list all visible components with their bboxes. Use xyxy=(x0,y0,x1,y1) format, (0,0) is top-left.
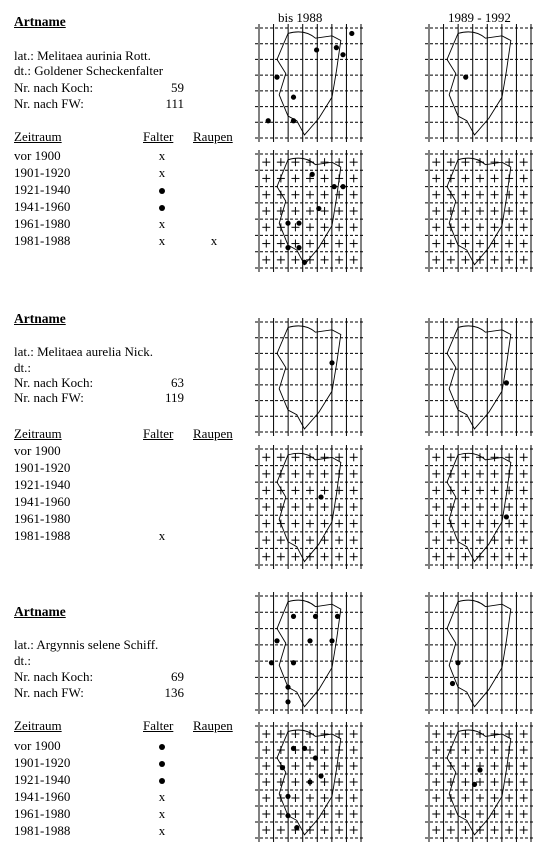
period-label: 1981-1988 xyxy=(14,823,71,838)
fw-label: Nr. nach FW: xyxy=(14,96,84,111)
falter-x-mark: x xyxy=(158,789,166,804)
falter-x-mark: x xyxy=(158,233,166,248)
falter-dot-mark xyxy=(155,199,169,215)
period-label: 1921-1940 xyxy=(14,477,71,492)
header-bis-1988: bis 1988 xyxy=(278,10,323,25)
dt-name: dt.: xyxy=(14,653,31,668)
raupen-x-mark: x xyxy=(210,233,218,248)
map-species2-bis1988-top xyxy=(255,318,365,436)
period-label: 1981-1988 xyxy=(14,528,71,543)
period-label: 1941-1960 xyxy=(14,494,71,509)
map-species2-1989-bottom xyxy=(425,445,535,569)
falter-dot-mark xyxy=(155,772,169,788)
raupen-header: Raupen xyxy=(193,426,233,441)
map-species2-bis1988-bottom xyxy=(255,445,365,569)
koch-label: Nr. nach Koch: xyxy=(14,80,94,95)
period-label: vor 1900 xyxy=(14,738,61,753)
period-label: vor 1900 xyxy=(14,443,61,458)
raupen-header: Raupen xyxy=(193,718,233,733)
lat-name: lat.: Melitaea aurelia Nick. xyxy=(14,344,153,359)
period-label: 1961-1980 xyxy=(14,216,71,231)
fw-value: 111 xyxy=(165,96,184,111)
map-species1-1989-top xyxy=(425,24,535,142)
falter-x-mark: x xyxy=(158,823,166,838)
map-species3-bis1988-top xyxy=(255,592,365,714)
koch-value: 63 xyxy=(171,375,184,390)
falter-x-mark: x xyxy=(158,148,166,163)
falter-x-mark: x xyxy=(158,165,166,180)
period-label: 1901-1920 xyxy=(14,755,71,770)
fw-label: Nr. nach FW: xyxy=(14,390,84,405)
falter-header: Falter xyxy=(143,426,174,441)
zeitraum-header: Zeitraum xyxy=(14,426,62,441)
falter-x-mark: x xyxy=(158,528,166,543)
period-label: 1921-1940 xyxy=(14,182,71,197)
period-label: 1981-1988 xyxy=(14,233,71,248)
falter-dot-mark xyxy=(155,182,169,198)
falter-dot-mark xyxy=(155,738,169,754)
map-species3-1989-bottom xyxy=(425,722,535,842)
map-species1-bis1988-top xyxy=(255,24,365,142)
fw-value: 136 xyxy=(164,685,184,700)
lat-name: lat.: Argynnis selene Schiff. xyxy=(14,637,159,652)
map-species3-1989-top xyxy=(425,592,535,714)
period-label: 1941-1960 xyxy=(14,789,71,804)
artname-heading: Artname xyxy=(14,311,66,326)
raupen-header: Raupen xyxy=(193,129,233,144)
header-1989-1992: 1989 - 1992 xyxy=(448,10,511,25)
fw-label: Nr. nach FW: xyxy=(14,685,84,700)
period-label: vor 1900 xyxy=(14,148,61,163)
dt-name: dt.: Goldener Scheckenfalter xyxy=(14,63,164,78)
map-species1-1989-bottom xyxy=(425,150,535,272)
falter-x-mark: x xyxy=(158,216,166,231)
map-species3-bis1988-bottom xyxy=(255,722,365,842)
koch-label: Nr. nach Koch: xyxy=(14,375,94,390)
falter-x-mark: x xyxy=(158,806,166,821)
falter-header: Falter xyxy=(143,129,174,144)
lat-name: lat.: Melitaea aurinia Rott. xyxy=(14,48,151,63)
fw-value: 119 xyxy=(164,390,184,405)
koch-value: 69 xyxy=(171,669,184,684)
map-species2-1989-top xyxy=(425,318,535,436)
map-species1-bis1988-bottom xyxy=(255,150,365,272)
period-label: 1941-1960 xyxy=(14,199,71,214)
artname-heading: Artname xyxy=(14,14,66,29)
koch-value: 59 xyxy=(171,80,184,95)
falter-header: Falter xyxy=(143,718,174,733)
koch-label: Nr. nach Koch: xyxy=(14,669,94,684)
period-label: 1921-1940 xyxy=(14,772,71,787)
falter-dot-mark xyxy=(155,755,169,771)
zeitraum-header: Zeitraum xyxy=(14,129,62,144)
period-label: 1901-1920 xyxy=(14,165,71,180)
period-label: 1961-1980 xyxy=(14,511,71,526)
dt-name: dt.: xyxy=(14,360,31,375)
period-label: 1901-1920 xyxy=(14,460,71,475)
period-label: 1961-1980 xyxy=(14,806,71,821)
zeitraum-header: Zeitraum xyxy=(14,718,62,733)
artname-heading: Artname xyxy=(14,604,66,619)
